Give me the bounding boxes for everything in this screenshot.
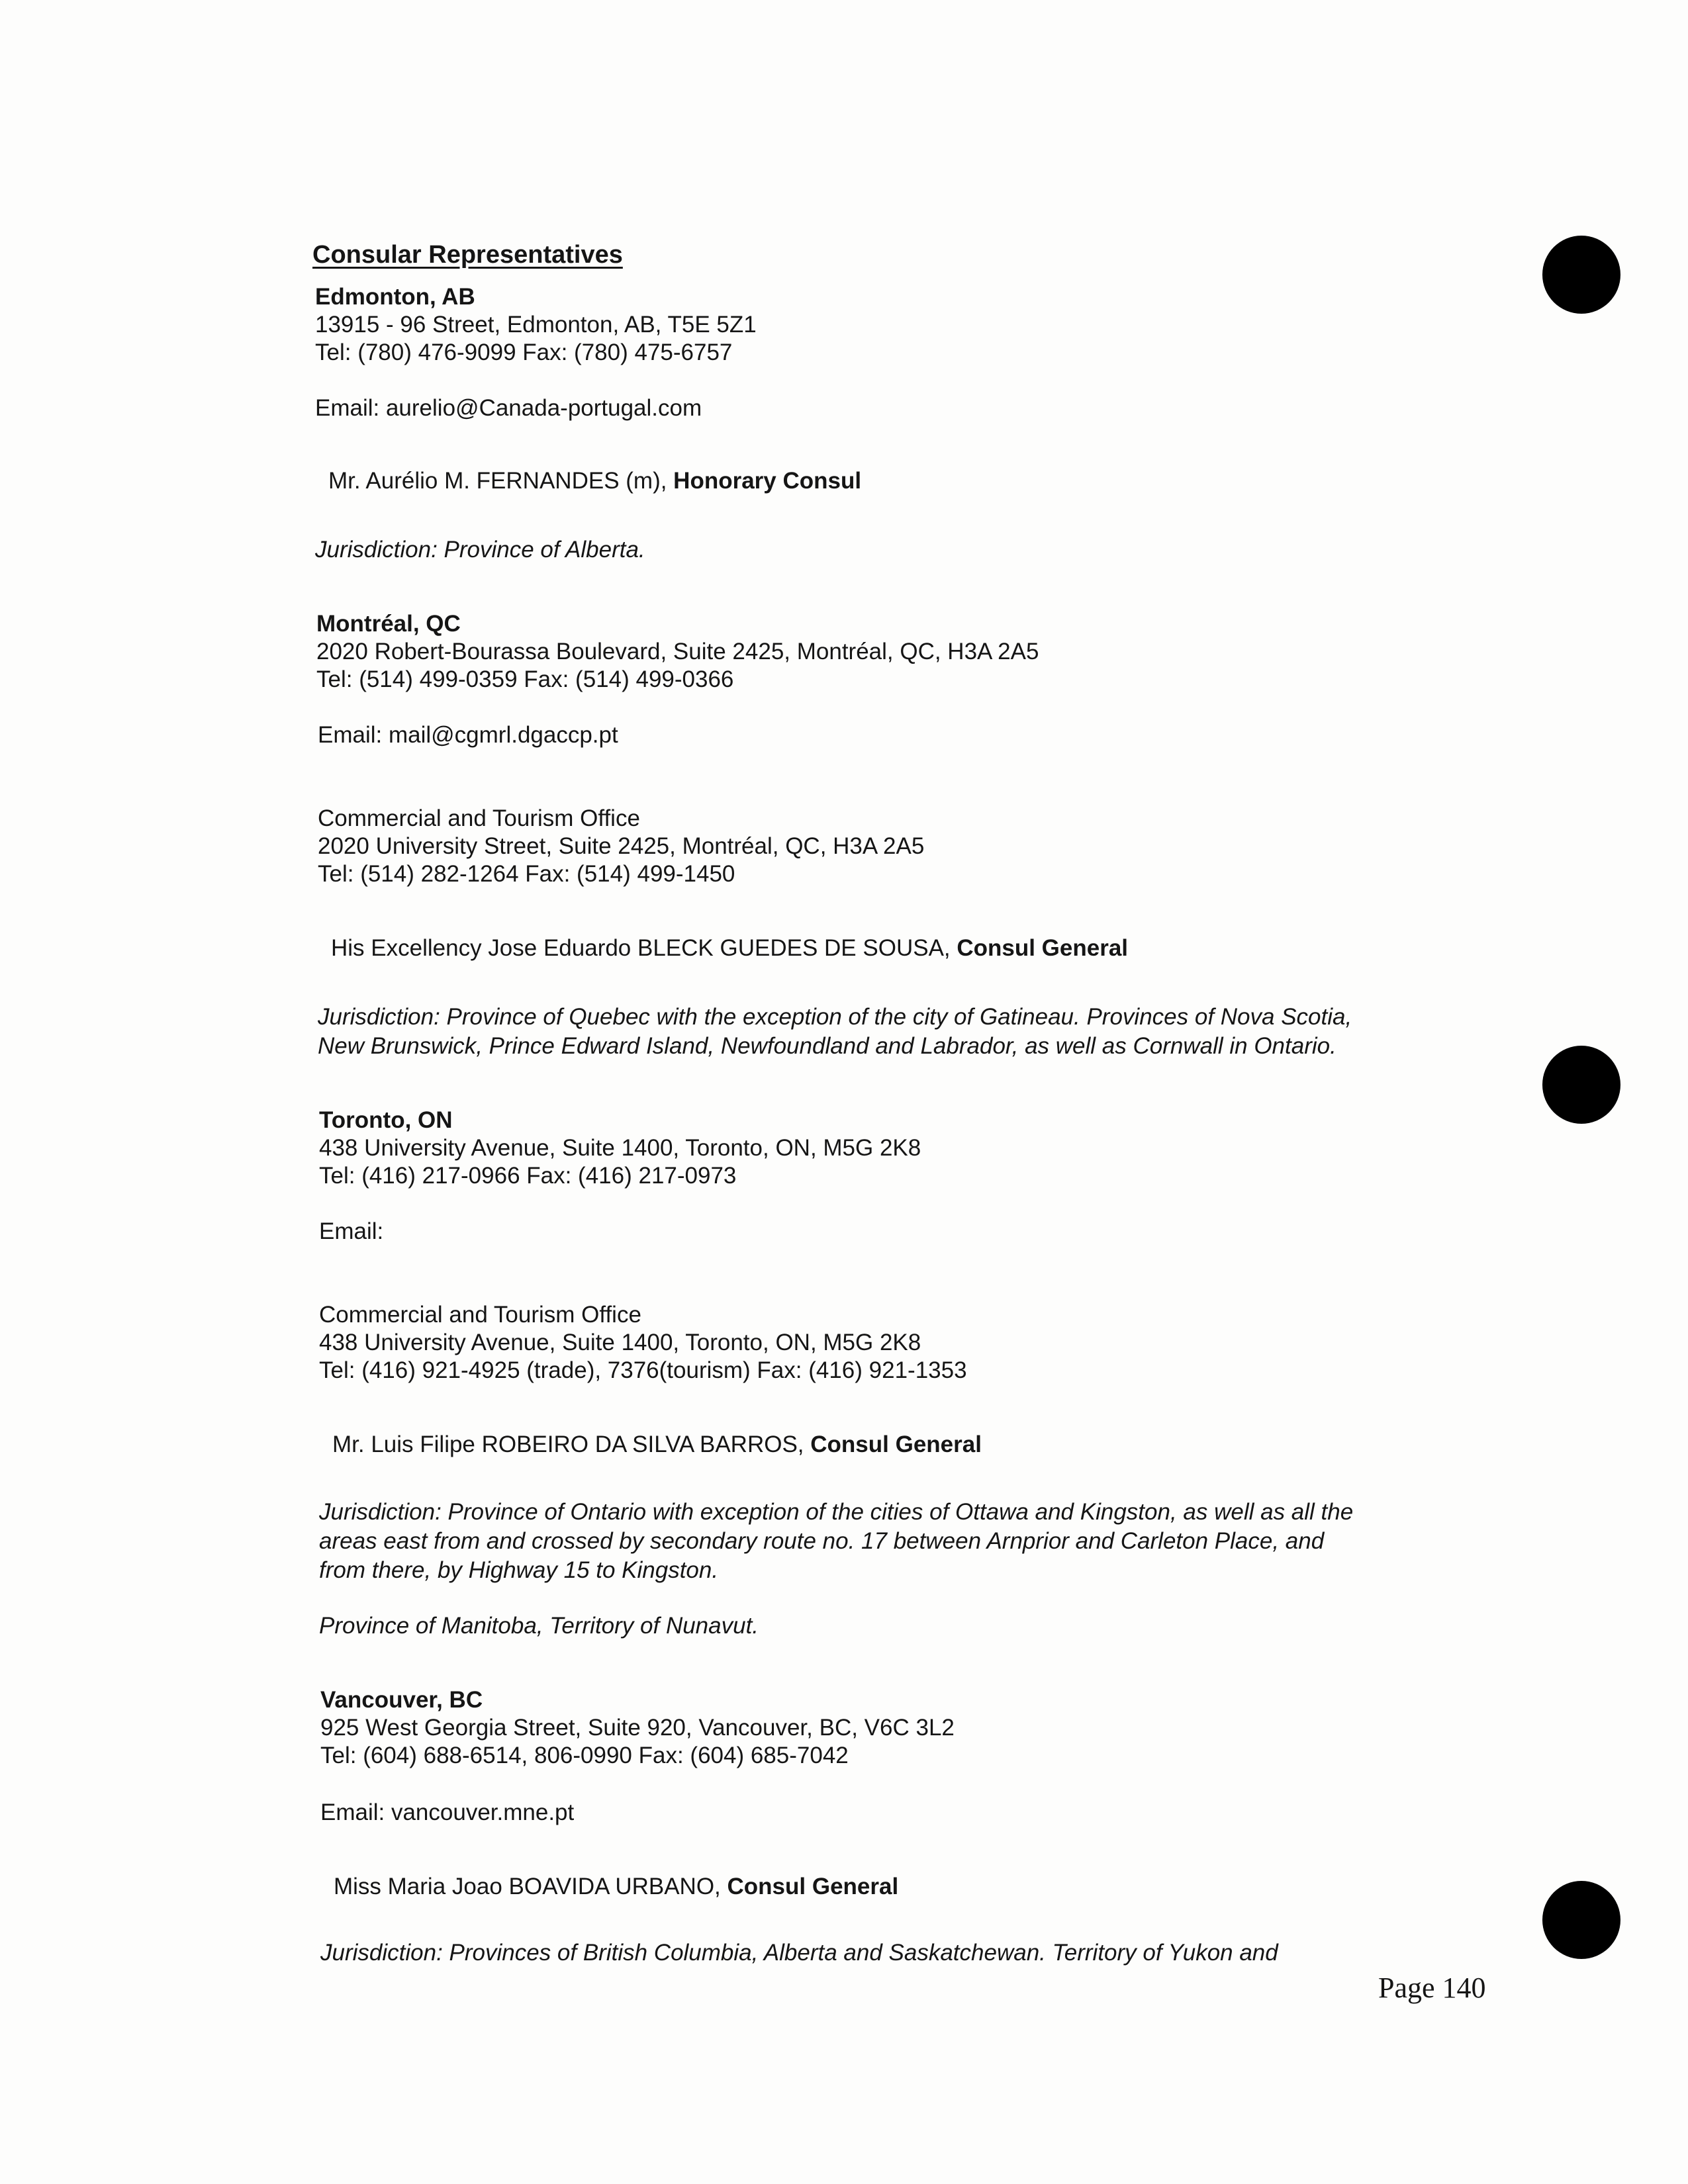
email: Email: vancouver.mne.pt [320,1799,575,1825]
representative-name: Mr. Aurélio M. FERNANDES (m), [328,468,674,494]
page-number: Page 140 [1378,1972,1486,2004]
address: 2020 Robert-Bourassa Boulevard, Suite 2425, Montréal, QC, H3A 2A5 [316,639,1039,664]
jurisdiction-line: Jurisdiction: Provinces of British Columbia, Alberta and Saskatchewan. Territory of Yukon and [320,1940,1278,1966]
punch-hole [1542,1046,1620,1124]
phone-fax: Tel: (780) 476-9099 Fax: (780) 475-6757 [315,340,733,365]
office-name: Commercial and Tourism Office [318,805,640,831]
jurisdiction-line: New Brunswick, Prince Edward Island, Newfoundland and Labrador, as well as Cornwall in Ontario. [318,1033,1336,1059]
representative [331,934,1128,962]
phone-fax: Tel: (604) 688-6514, 806-0990 Fax: (604) 685-7042 [320,1743,849,1768]
punch-hole [1542,236,1620,314]
representative-name: Mr. Luis Filipe ROBEIRO DA SILVA BARROS, [332,1432,811,1457]
representative-title: Consul General [727,1874,899,1899]
office-phone-fax: Tel: (514) 282-1264 Fax: (514) 499-1450 [318,861,735,887]
representative-title: Consul General [810,1432,982,1457]
office-phone-fax: Tel: (416) 921-4925 (trade), 7376(tourism) Fax: (416) 921-1353 [319,1357,967,1383]
email: Email: mail@cgmrl.dgaccp.pt [318,722,618,748]
representative [334,1873,898,1901]
office-address: 438 University Avenue, Suite 1400, Toronto, ON, M5G 2K8 [319,1330,921,1355]
phone-fax: Tel: (416) 217-0966 Fax: (416) 217-0973 [319,1163,737,1189]
representative-name: Miss Maria Joao BOAVIDA URBANO, [334,1874,727,1899]
representative [328,467,861,495]
jurisdiction-line: Jurisdiction: Province of Quebec with the exception of the city of Gatineau. Provinces of Nova Scotia, [318,1004,1352,1030]
phone-fax: Tel: (514) 499-0359 Fax: (514) 499-0366 [316,666,734,692]
jurisdiction-line: areas east from and crossed by secondary route no. 17 between Arnprior and Carleton Place, and [319,1528,1325,1554]
email: Email: aurelio@Canada-portugal.com [315,395,702,421]
representative [332,1431,982,1459]
address: 438 University Avenue, Suite 1400, Toronto, ON, M5G 2K8 [319,1135,921,1161]
address: 13915 - 96 Street, Edmonton, AB, T5E 5Z1 [315,312,757,338]
punch-hole [1542,1881,1620,1959]
representative-name: His Excellency Jose Eduardo BLECK GUEDES DE SOUSA, [331,935,957,961]
address: 925 West Georgia Street, Suite 920, Vancouver, BC, V6C 3L2 [320,1715,955,1741]
city-heading: Vancouver, BC [320,1687,483,1713]
representative-title: Honorary Consul [673,468,862,494]
email: Email: [319,1218,384,1244]
jurisdiction-line: Jurisdiction: Province of Ontario with exception of the cities of Ottawa and Kingston, as well as all the [319,1499,1354,1525]
jurisdiction: Jurisdiction: Province of Alberta. [315,537,645,563]
page-heading: Consular Representatives [312,241,623,269]
representative-title: Consul General [957,935,1129,961]
jurisdiction-line: Province of Manitoba, Territory of Nunavut. [319,1613,759,1639]
city-heading: Edmonton, AB [315,284,475,310]
office-name: Commercial and Tourism Office [319,1302,641,1328]
city-heading: Toronto, ON [319,1107,453,1133]
city-heading: Montréal, QC [316,611,461,637]
jurisdiction-line: from there, by Highway 15 to Kingston. [319,1557,719,1583]
office-address: 2020 University Street, Suite 2425, Montréal, QC, H3A 2A5 [318,833,925,859]
